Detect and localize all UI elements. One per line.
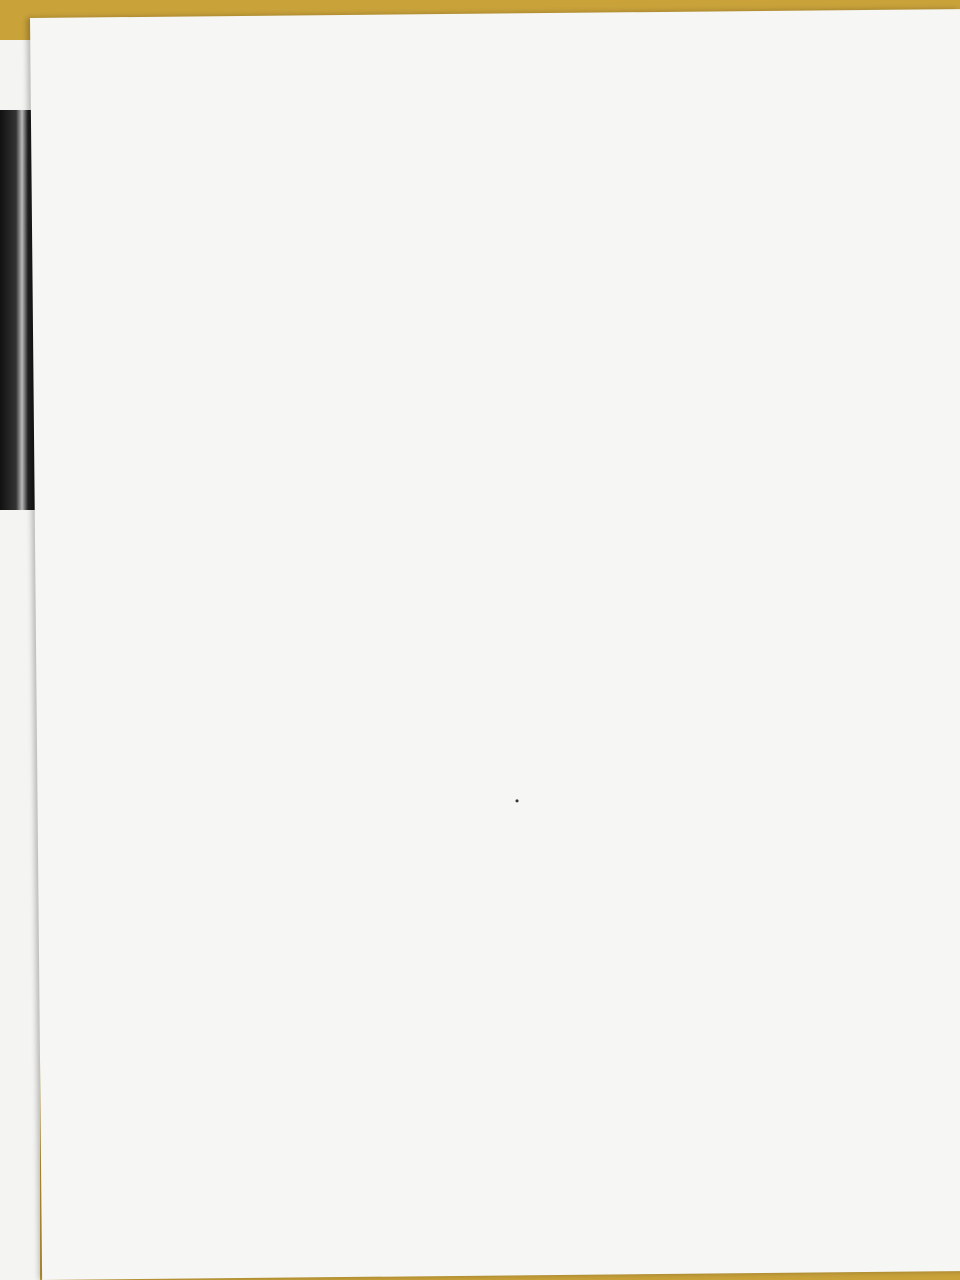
stray-mark xyxy=(516,799,519,802)
toc-column-right xyxy=(504,10,832,13)
toc-column-left xyxy=(122,14,444,17)
table-of-contents-page xyxy=(30,9,960,1280)
